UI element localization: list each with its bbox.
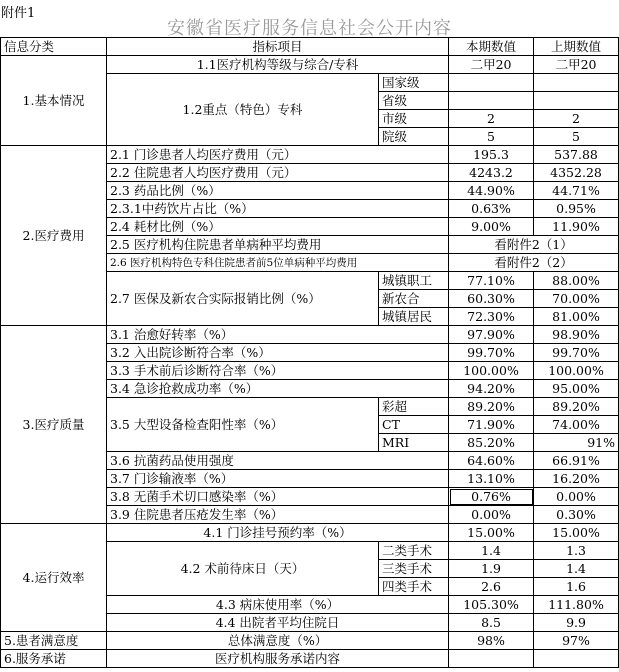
indicator-label[interactable]: 医疗机构服务承诺内容 [107, 650, 449, 668]
indicator-label[interactable]: 4.3 病床使用率（%） [107, 596, 449, 614]
current-value[interactable] [449, 74, 534, 92]
indicator-label[interactable]: 2.3.1中药饮片占比（%） [107, 200, 449, 218]
current-value[interactable]: 1.4 [449, 542, 534, 560]
indicator-label[interactable]: 3.6 抗菌药品使用强度 [107, 452, 449, 470]
header-current[interactable]: 本期数值 [449, 38, 534, 56]
previous-value[interactable]: 0.30% [534, 506, 619, 524]
sub-label[interactable]: 城镇职工 [379, 272, 449, 290]
disclosure-table [0, 37, 619, 668]
current-value[interactable]: 1.9 [449, 560, 534, 578]
indicator-label[interactable]: 2.6 医疗机构特色专科住院患者前5位单病种平均费用 [107, 254, 449, 272]
previous-value[interactable]: 5 [534, 128, 619, 146]
indicator-label[interactable]: 3.3 手术前后诊断符合率（%） [107, 362, 449, 380]
header-row [1, 38, 619, 56]
category-cost[interactable]: 2.医疗费用 [1, 146, 107, 326]
previous-value[interactable]: 91% [534, 434, 619, 452]
current-value[interactable]: 15.00% [449, 524, 534, 542]
previous-value[interactable]: 1.3 [534, 542, 619, 560]
sub-label[interactable]: 彩超 [379, 398, 449, 416]
indicator-label[interactable]: 1.1医疗机构等级与综合/专科 [107, 56, 449, 74]
current-value[interactable]: 71.90% [449, 416, 534, 434]
previous-value[interactable]: 88.00% [534, 272, 619, 290]
indicator-label[interactable]: 3.2 入出院诊断符合率（%） [107, 344, 449, 362]
sub-label[interactable]: 省级 [379, 92, 449, 110]
previous-value[interactable] [534, 650, 619, 668]
previous-value[interactable]: 4352.28 [534, 164, 619, 182]
indicator-label[interactable]: 2.2 住院患者人均医疗费用（元） [107, 164, 449, 182]
current-value[interactable]: 72.30% [449, 308, 534, 326]
current-value[interactable]: 4243.2 [449, 164, 534, 182]
category-basic[interactable]: 1.基本情况 [1, 56, 107, 146]
annex-label: 附件1 [1, 6, 36, 21]
current-value[interactable]: 13.10% [449, 470, 534, 488]
current-value[interactable]: 97.90% [449, 326, 534, 344]
indicator-label[interactable]: 3.5 大型设备检查阳性率（%） [107, 398, 379, 452]
indicator-label[interactable]: 4.4 出院者平均住院日 [107, 614, 449, 632]
header-indicator[interactable]: 指标项目 [107, 38, 449, 56]
current-value[interactable]: 64.60% [449, 452, 534, 470]
indicator-label[interactable]: 3.9 住院患者压疮发生率（%） [107, 506, 449, 524]
table-row [1, 326, 619, 344]
category-quality[interactable]: 3.医疗质量 [1, 326, 107, 524]
current-value[interactable]: 60.30% [449, 290, 534, 308]
indicator-label[interactable]: 2.5 医疗机构住院患者单病种平均费用 [107, 236, 449, 254]
current-value[interactable]: 85.20% [449, 434, 534, 452]
previous-value[interactable]: 二甲20 [534, 56, 619, 74]
previous-value[interactable]: 1.4 [534, 560, 619, 578]
selected-cell[interactable]: 0.76% [449, 488, 534, 506]
indicator-label[interactable]: 2.7 医保及新农合实际报销比例（%） [107, 272, 379, 326]
previous-value[interactable]: 16.20% [534, 470, 619, 488]
category-commitment[interactable]: 6.服务承诺 [1, 650, 107, 668]
previous-value[interactable]: 537.88 [534, 146, 619, 164]
current-value[interactable]: 100.00% [449, 362, 534, 380]
current-value[interactable]: 195.3 [449, 146, 534, 164]
current-value[interactable]: 0.63% [449, 200, 534, 218]
sub-label[interactable]: CT [379, 416, 449, 434]
current-value[interactable]: 2.6 [449, 578, 534, 596]
previous-value[interactable]: 9.9 [534, 614, 619, 632]
table-row [1, 524, 619, 542]
previous-value[interactable]: 0.95% [534, 200, 619, 218]
previous-value[interactable]: 95.00% [534, 380, 619, 398]
indicator-label[interactable]: 2.3 药品比例（%） [107, 182, 449, 200]
previous-value[interactable]: 66.91% [534, 452, 619, 470]
indicator-label[interactable]: 3.1 治愈好转率（%） [107, 326, 449, 344]
previous-value[interactable]: 111.80% [534, 596, 619, 614]
sub-label[interactable]: 城镇居民 [379, 308, 449, 326]
header-category[interactable]: 信息分类 [1, 38, 107, 56]
category-efficiency[interactable]: 4.运行效率 [1, 524, 107, 632]
current-value[interactable]: 二甲20 [449, 56, 534, 74]
sub-label[interactable]: MRI [379, 434, 449, 452]
indicator-label[interactable]: 3.8 无菌手术切口感染率（%） [107, 488, 449, 506]
indicator-label[interactable]: 3.7 门诊输液率（%） [107, 470, 449, 488]
current-value[interactable] [449, 92, 534, 110]
sub-label[interactable]: 院级 [379, 128, 449, 146]
indicator-label[interactable]: 3.4 急诊抢救成功率（%） [107, 380, 449, 398]
current-value[interactable]: 89.20% [449, 398, 534, 416]
previous-value[interactable]: 100.00% [534, 362, 619, 380]
current-value[interactable]: 0.00% [449, 506, 534, 524]
previous-value[interactable]: 98.90% [534, 326, 619, 344]
previous-value[interactable]: 2 [534, 110, 619, 128]
indicator-label[interactable]: 1.2重点（特色）专科 [107, 74, 379, 146]
current-value[interactable]: 5 [449, 128, 534, 146]
header-previous[interactable]: 上期数值 [534, 38, 619, 56]
sub-label[interactable]: 四类手术 [379, 578, 449, 596]
previous-value[interactable]: 15.00% [534, 524, 619, 542]
sub-label[interactable]: 市级 [379, 110, 449, 128]
sub-label[interactable]: 新农合 [379, 290, 449, 308]
indicator-label[interactable]: 4.1 门诊挂号预约率（%） [107, 524, 449, 542]
table-row [1, 650, 619, 668]
indicator-label[interactable]: 2.4 耗材比例（%） [107, 218, 449, 236]
attachment-reference[interactable]: 看附件2（2） [449, 254, 619, 272]
previous-value[interactable]: 89.20% [534, 398, 619, 416]
current-value[interactable]: 105.30% [449, 596, 534, 614]
previous-value[interactable]: 70.00% [534, 290, 619, 308]
current-value[interactable]: 94.20% [449, 380, 534, 398]
previous-value[interactable]: 97% [534, 632, 619, 650]
page-title: 安徽省医疗服务信息社会公开内容 [167, 18, 452, 39]
previous-value[interactable] [534, 74, 619, 92]
table-row [1, 146, 619, 164]
current-value[interactable]: 99.70% [449, 344, 534, 362]
previous-value[interactable]: 81.00% [534, 308, 619, 326]
previous-value[interactable] [534, 92, 619, 110]
table-row [1, 632, 619, 650]
previous-value[interactable]: 99.70% [534, 344, 619, 362]
previous-value[interactable]: 1.6 [534, 578, 619, 596]
category-satisfaction[interactable]: 5.患者满意度 [1, 632, 107, 650]
sub-label[interactable]: 二类手术 [379, 542, 449, 560]
previous-value[interactable]: 44.71% [534, 182, 619, 200]
indicator-label[interactable]: 4.2 术前待床日（天） [107, 542, 379, 596]
previous-value[interactable]: 74.00% [534, 416, 619, 434]
previous-value[interactable]: 11.90% [534, 218, 619, 236]
current-value[interactable]: 8.5 [449, 614, 534, 632]
current-value[interactable]: 98% [449, 632, 534, 650]
attachment-reference[interactable]: 看附件2（1） [449, 236, 619, 254]
current-value[interactable]: 9.00% [449, 218, 534, 236]
current-value[interactable]: 77.10% [449, 272, 534, 290]
indicator-label[interactable]: 2.1 门诊患者人均医疗费用（元） [107, 146, 449, 164]
sub-label[interactable]: 三类手术 [379, 560, 449, 578]
sub-label[interactable]: 国家级 [379, 74, 449, 92]
current-value[interactable]: 2 [449, 110, 534, 128]
table-row [1, 56, 619, 74]
indicator-label[interactable]: 总体满意度（%） [107, 632, 449, 650]
previous-value[interactable]: 0.00% [534, 488, 619, 506]
current-value[interactable]: 44.90% [449, 182, 534, 200]
current-value[interactable] [449, 650, 534, 668]
